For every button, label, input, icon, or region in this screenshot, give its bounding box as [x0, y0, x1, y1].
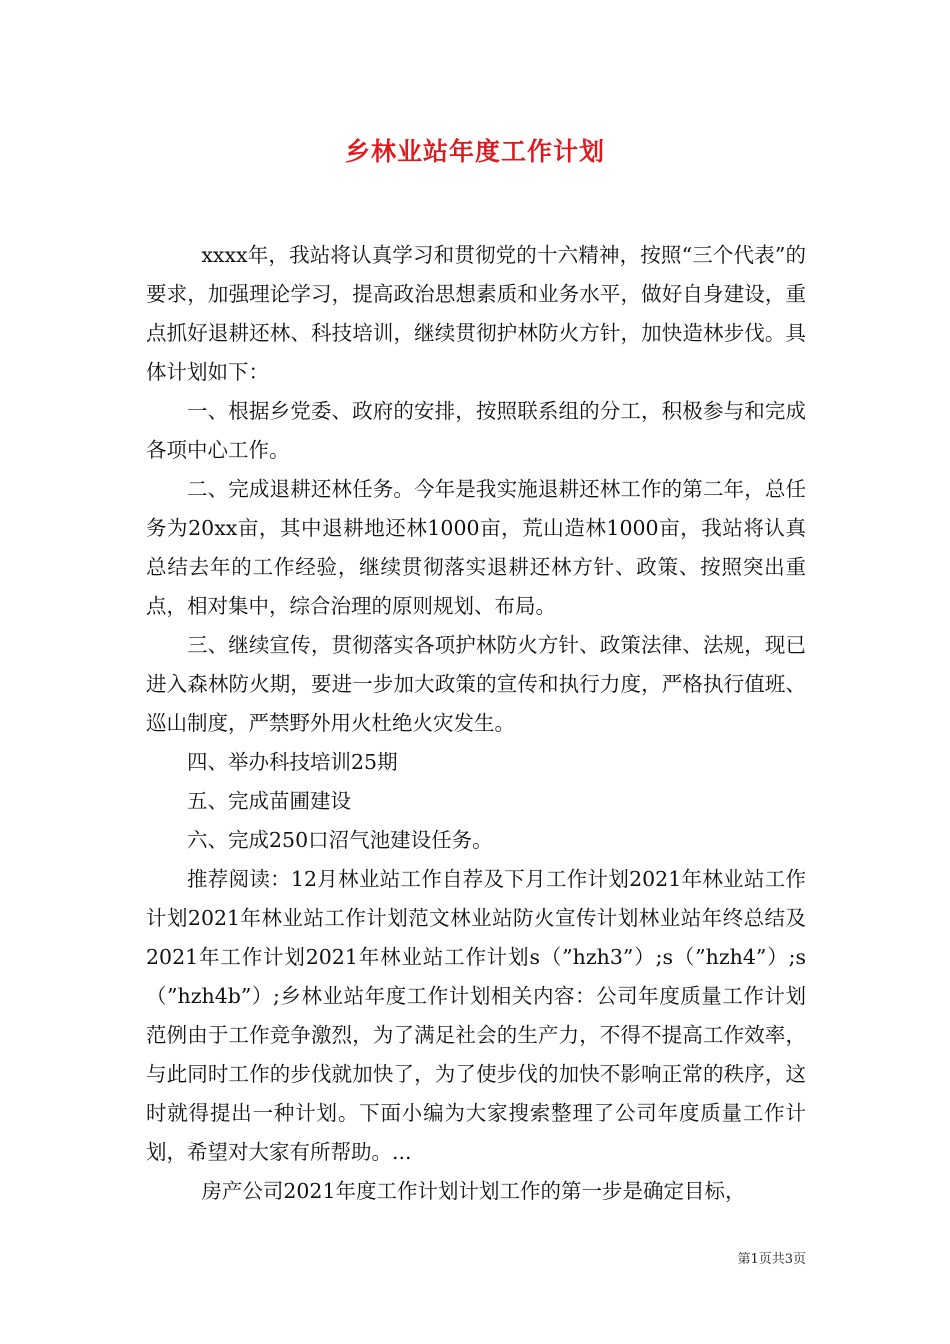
- recommended-reading-paragraph: 推荐阅读：12月林业站工作自荐及下月工作计划2021年林业站工作计划2021年林业站工作计划范文林业站防火宣传计划林业站年终总结及2021年工作计划2021年林业站工作计划s（”hzh3”）;s（”hzh4”）;s（”hzh4b”）;乡林业站年度工作计划相关内容：公司年度质量工作计划范例由于工作竞争激烈，为了满足社会的生产力，不得不提高工作效率，与此同时工作的步伐就加快了，为了使步伐的加快不影响正常的秩序，这时就得提出一种计划。下面小编为大家搜索整理了公司年度质量工作计划，希望对大家有所帮助。...: [146, 867, 806, 1164]
- item-6-paragraph: 六、完成250口沼气池建设任务。: [187, 828, 493, 852]
- item-1-paragraph: 一、根据乡党委、政府的安排，按照联系组的分工，积极参与和完成各项中心工作。: [146, 399, 806, 462]
- item-4-paragraph: 四、举办科技培训25期: [187, 750, 398, 774]
- closing-paragraph: 房产公司2021年度工作计划计划工作的第一步是确定目标，: [201, 1179, 746, 1203]
- item-3-paragraph: 三、继续宣传，贯彻落实各项护林防火方针、政策法律、法规，现已进入森林防火期，要进一步加大政策的宣传和执行力度，严格执行值班、巡山制度，严禁野外用火杜绝火灾发生。: [146, 633, 806, 735]
- document-body: [146, 236, 806, 1211]
- item-2-paragraph: 二、完成退耕还林任务。今年是我实施退耕还林工作的第二年，总任务为20xx亩，其中退耕地还林1000亩，荒山造林1000亩，我站将认真总结去年的工作经验，继续贯彻落实退耕还林方针、政策、按照突出重点，相对集中，综合治理的原则规划、布局。: [146, 477, 806, 618]
- item-5-paragraph: 五、完成苗圃建设: [187, 789, 351, 813]
- document-title: 乡林业站年度工作计划: [344, 137, 605, 166]
- page-number: 第1页共3页: [737, 1252, 806, 1267]
- intro-paragraph: xxxx年，我站将认真学习和贯彻党的十六精神，按照“三个代表”的要求，加强理论学习，提高政治思想素质和业务水平，做好自身建设，重点抓好退耕还林、科技培训，继续贯彻护林防火方针，加快造林步伐。具体计划如下：: [146, 243, 806, 384]
